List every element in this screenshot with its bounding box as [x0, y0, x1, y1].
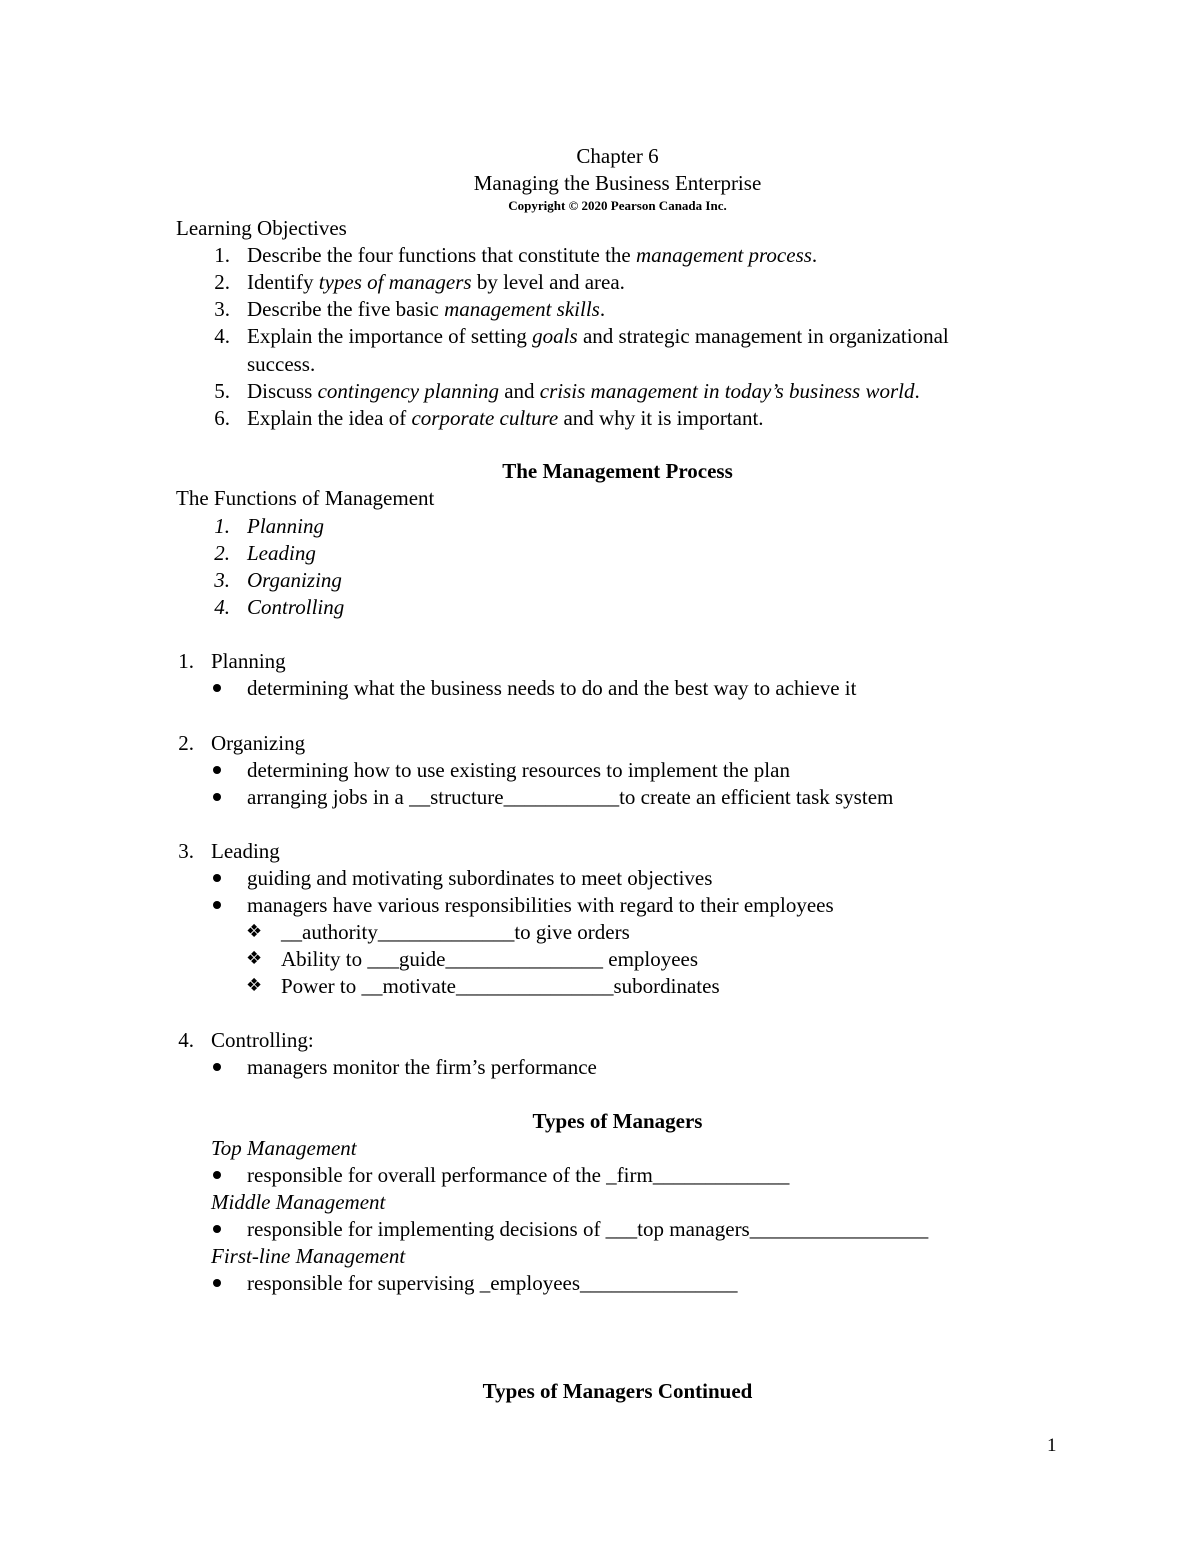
bullet-icon	[213, 874, 221, 882]
page-number: 1	[1047, 1435, 1057, 1456]
bullet-icon	[213, 1063, 221, 1071]
diamond-bullet-icon: ❖	[246, 921, 263, 942]
copyright: Copyright © 2020 Pearson Canada Inc.	[508, 198, 727, 213]
bullet-icon	[213, 901, 221, 909]
bullet-icon	[213, 684, 221, 692]
bullet-icon	[213, 766, 221, 774]
chapter-title: Managing the Business Enterprise	[473, 171, 762, 195]
bullet-icon	[213, 1171, 221, 1179]
objectives-heading: Learning Objectives	[176, 216, 347, 240]
bullet-icon	[213, 1225, 221, 1233]
chapter-label: Chapter 6	[576, 144, 659, 168]
types-continued-heading: Types of Managers Continued	[482, 1379, 753, 1403]
bullet-icon	[213, 793, 221, 801]
bullet-icon	[213, 1279, 221, 1287]
process-heading: The Management Process	[502, 459, 733, 483]
functions-subheading: The Functions of Management	[176, 486, 435, 510]
diamond-bullet-icon: ❖	[246, 948, 263, 969]
diamond-bullet-icon: ❖	[246, 975, 263, 996]
types-heading: Types of Managers	[532, 1109, 703, 1133]
